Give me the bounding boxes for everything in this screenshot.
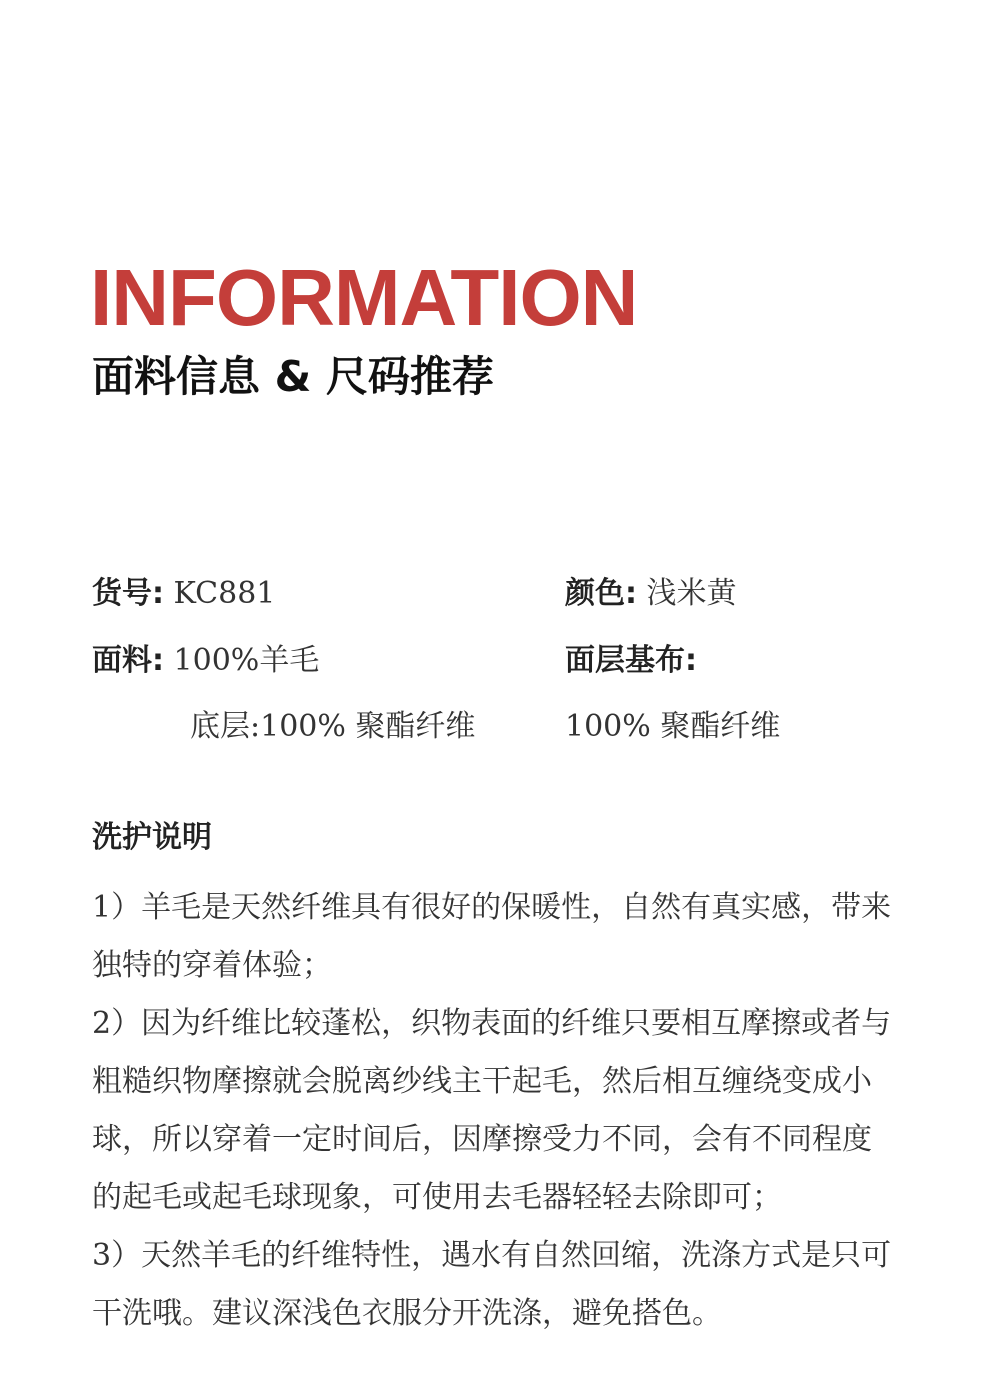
color-label: 颜色: bbox=[565, 576, 637, 611]
page-subtitle: 面料信息 & 尺码推荐 bbox=[92, 352, 494, 401]
spec-base-cloth-value bbox=[565, 707, 780, 747]
care-item-2: 2）因为纤维比较蓬松，织物表面的纤维只要相互摩擦或者与粗糙织物摩擦就会脱离纱线主干起毛，然后相互缠绕变成小球，所以穿着一定时间后，因摩擦受力不同，会有不同程度的起毛或起毛球现象，可使用去毛器轻轻去除即可； bbox=[92, 1006, 892, 1215]
page-title: INFORMATION bbox=[90, 253, 638, 342]
fabric-label: 面料: bbox=[92, 643, 164, 678]
color-value: 浅米黄 bbox=[646, 576, 737, 611]
item-number-label: 货号: bbox=[92, 576, 164, 611]
care-item-3: 3）天然羊毛的纤维特性，遇水有自然回缩，洗涤方式是只可干洗哦。建议深浅色衣服分开洗涤，避免搭色。 bbox=[92, 1238, 892, 1331]
base-cloth-label: 面层基布: bbox=[565, 643, 697, 678]
spec-color bbox=[565, 574, 737, 614]
care-item-1: 1）羊毛是天然纤维具有很好的保暖性，自然有真实感，带来独特的穿着体验； bbox=[92, 890, 892, 983]
lining-value: 底层:100% 聚酯纤维 bbox=[190, 709, 476, 744]
spec-lining bbox=[190, 707, 475, 747]
care-instructions bbox=[92, 879, 892, 1343]
fabric-value: 100%羊毛 bbox=[173, 643, 320, 678]
spec-fabric bbox=[92, 641, 319, 681]
care-heading: 洗护说明 bbox=[92, 820, 212, 855]
spec-base-cloth bbox=[565, 641, 697, 681]
item-number-value: KC881 bbox=[173, 576, 276, 611]
spec-item-number bbox=[92, 574, 275, 614]
base-cloth-value: 100% 聚酯纤维 bbox=[565, 709, 781, 744]
